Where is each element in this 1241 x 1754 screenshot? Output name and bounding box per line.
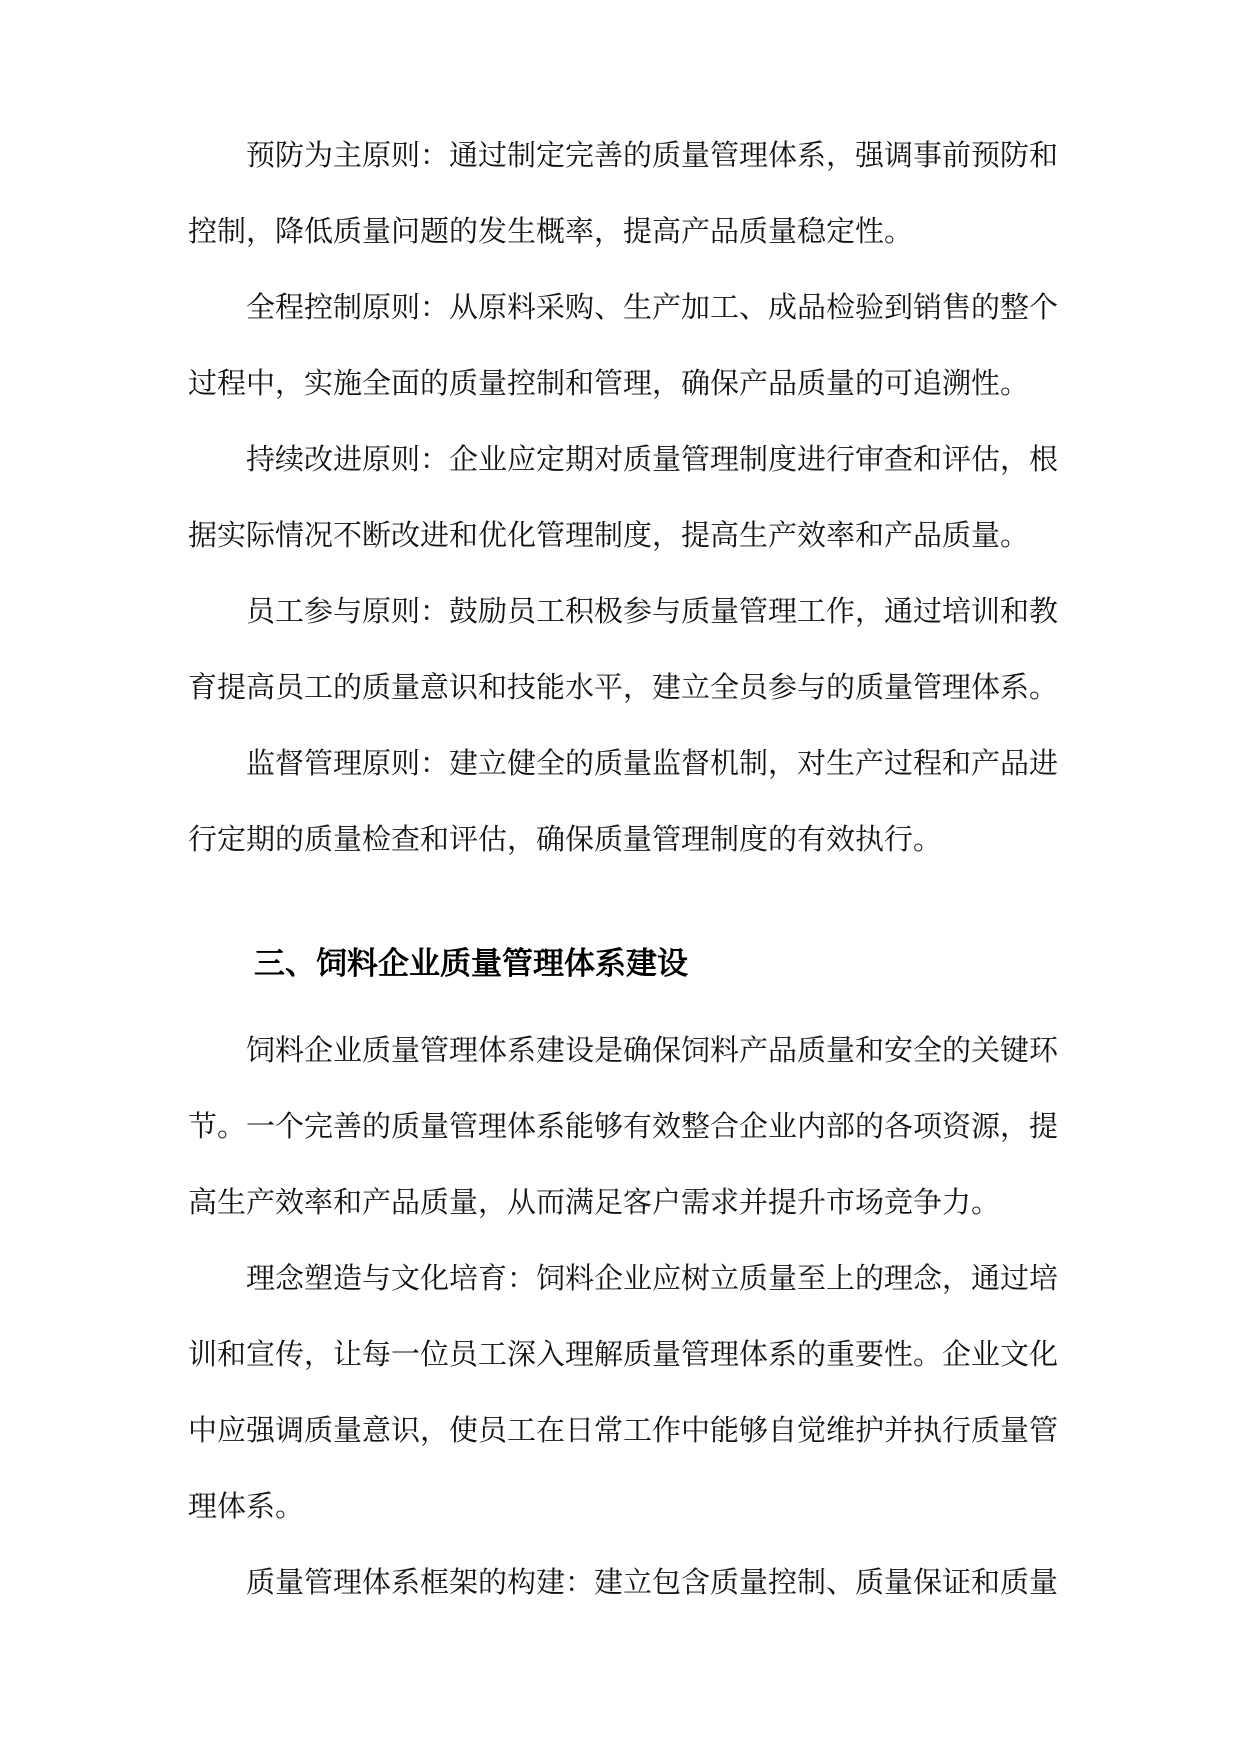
paragraph-concept-culture: 理念塑造与文化培育：饲料企业应树立质量至上的理念，通过培训和宣传，让每一位员工深入理解质量管理体系的重要性。企业文化中应强调质量意识，使员工在日常工作中能够自觉维护并执行质量管理体系。: [188, 1261, 1059, 1523]
section-heading: 三、饲料企业质量管理体系建设: [254, 946, 688, 982]
paragraph-full-process-control-principle: 全程控制原则：从原料采购、生产加工、成品检验到销售的整个过程中，实施全面的质量控制和管理，确保产品质量的可追溯性。: [188, 290, 1059, 400]
paragraph-employee-participation-principle: 员工参与原则：鼓励员工积极参与质量管理工作，通过培训和教育提高员工的质量意识和技能水平，建立全员参与的质量管理体系。: [188, 594, 1059, 704]
paragraph-continuous-improvement-principle: 持续改进原则：企业应定期对质量管理制度进行审查和评估，根据实际情况不断改进和优化管理制度，提高生产效率和产品质量。: [188, 442, 1059, 552]
paragraph-supervision-principle: 监督管理原则：建立健全的质量监督机制，对生产过程和产品进行定期的质量检查和评估，确保质量管理制度的有效执行。: [188, 746, 1059, 856]
paragraph-system-building-intro: 饲料企业质量管理体系建设是确保饲料产品质量和安全的关键环节。一个完善的质量管理体系能够有效整合企业内部的各项资源，提高生产效率和产品质量，从而满足客户需求并提升市场竞争力。: [188, 1033, 1059, 1219]
paragraph-framework-construction: 质量管理体系框架的构建：建立包含质量控制、质量保证和质量: [246, 1565, 1059, 1599]
paragraph-prevention-principle: 预防为主原则：通过制定完善的质量管理体系，强调事前预防和控制，降低质量问题的发生概率，提高产品质量稳定性。: [188, 138, 1059, 248]
